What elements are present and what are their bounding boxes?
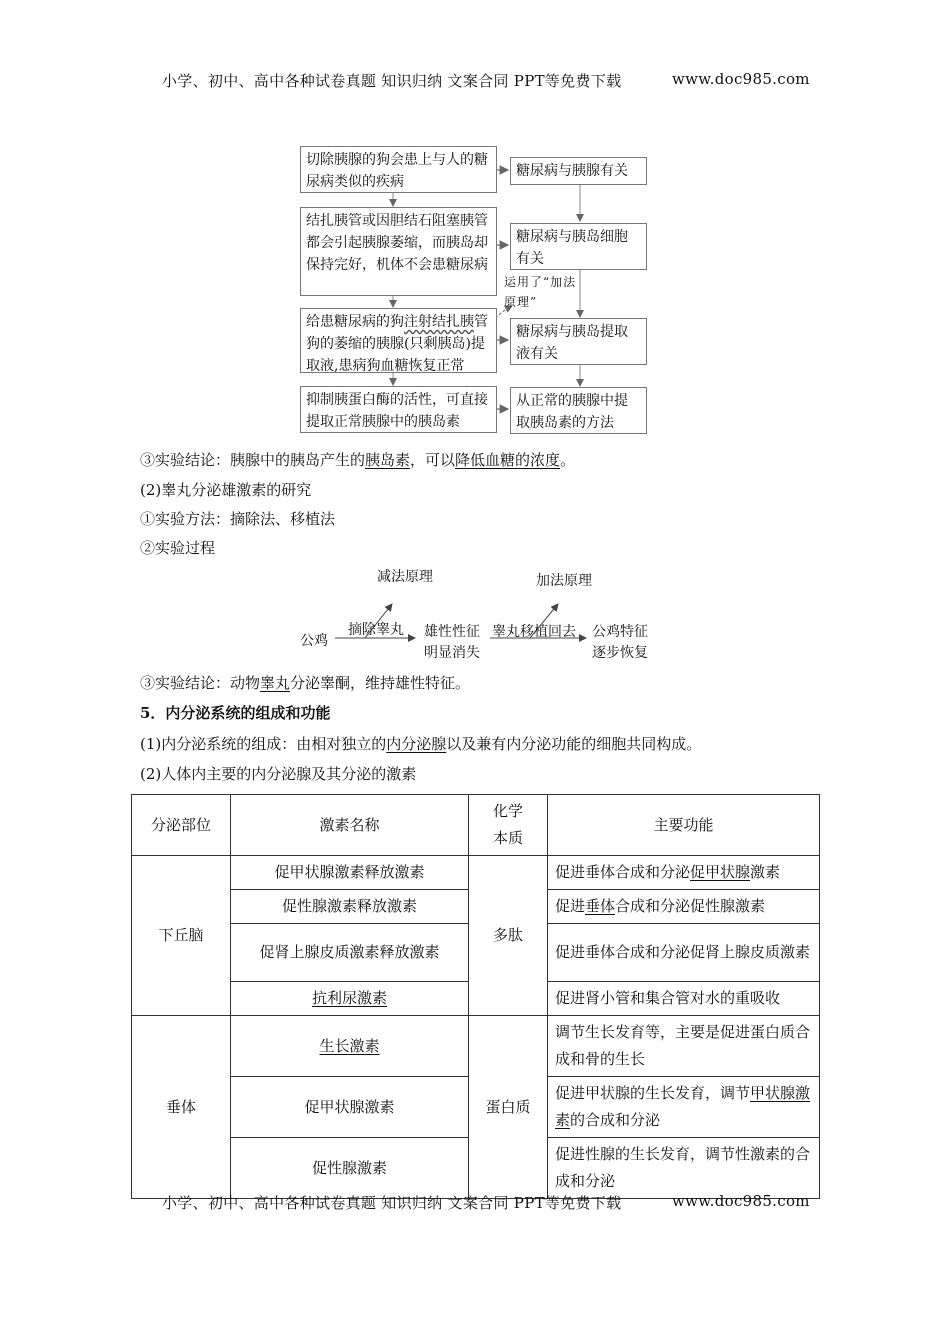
- flow-left-box-4: 抑制胰蛋白酶的活性，可直接提取正常胰腺中的胰岛素: [300, 386, 497, 433]
- header-name: 激素名称: [231, 795, 469, 856]
- func-underlined: 促甲状腺: [690, 863, 751, 881]
- hormone-name-underlined: 生长激素: [319, 1036, 380, 1055]
- recover-line-1: 公鸡特征: [592, 624, 648, 640]
- trait-lost-line-1: 雄性性征: [424, 624, 480, 640]
- conclusion-2-post: 分泌睾酮，维持雄性特征。: [290, 674, 471, 692]
- section-2-title: (2)睾丸分泌雄激素的研究: [140, 481, 312, 499]
- nature-protein: 蛋白质: [469, 1016, 548, 1199]
- composition-u: 内分泌腺: [386, 735, 447, 753]
- header-site: 分泌部位: [132, 795, 231, 856]
- flow-right-box-1: 糖尿病与胰腺有关: [510, 157, 647, 185]
- add-principle-label: 加法原理: [536, 573, 592, 589]
- flow-right-box-3: 糖尿病与胰岛提取液有关: [510, 318, 647, 365]
- func-post: 激素: [750, 863, 781, 881]
- hormone-func: 促进肾小管和集合管对水的重吸收: [548, 982, 820, 1016]
- flow-note: 运用了“加法原理”: [504, 275, 577, 309]
- flow-right-box-4: 从正常的胰腺中提取胰岛素的方法: [510, 387, 647, 434]
- remove-testis-label: 摘除睾丸: [348, 622, 404, 638]
- hormone-name: [231, 982, 469, 1016]
- func-underlined: 垂体: [585, 897, 616, 915]
- site-pituitary: 垂体: [132, 1016, 231, 1199]
- hormone-name: 促性腺激素: [231, 1138, 469, 1199]
- flow-right-box-2: 糖尿病与胰岛细胞有关: [510, 223, 647, 270]
- flow-left-3-pre: 给患糖尿病的狗: [306, 314, 404, 330]
- func-underlined: 甲状腺激素: [555, 1084, 811, 1129]
- flow-left-box-2: 结扎胰管或因胆结石阻塞胰管都会引起胰腺萎缩，而胰岛却保持完好，机体不会患糖尿病: [300, 207, 497, 296]
- hormone-func: [548, 856, 820, 890]
- composition-line: [140, 734, 701, 754]
- func-post: 的合成和分泌: [570, 1111, 661, 1129]
- composition-pre: (1)内分泌系统的组成：由相对独立的: [140, 735, 387, 753]
- hormone-func: 促进性腺的生长发育，调节性激素的合成和分泌: [548, 1138, 820, 1199]
- hormone-name: 促性腺激素释放激素: [231, 890, 469, 924]
- hormone-name: 促甲状腺激素: [231, 1077, 469, 1138]
- header-nature: [469, 795, 548, 856]
- func-pre: 促进: [555, 897, 586, 915]
- nature-polypeptide: 多肽: [469, 856, 548, 1016]
- table-header-row: [132, 795, 820, 856]
- conclusion-1-pre: ③实验结论：胰腺中的胰岛产生的: [140, 451, 366, 469]
- flow-left-box-1: 切除胰腺的狗会患上与人的糖尿病类似的疾病: [300, 146, 497, 193]
- footer-url[interactable]: www.doc985.com: [672, 1192, 810, 1210]
- rooster-label: 公鸡: [300, 633, 328, 649]
- conclusion-2-pre: ③实验结论：动物: [140, 674, 261, 692]
- hormone-name-underlined: 抗利尿激素: [311, 989, 387, 1007]
- hormone-name: 促肾上腺皮质激素释放激素: [231, 924, 469, 982]
- func-pre: 促进垂体合成和分泌: [555, 863, 691, 881]
- conclusion-1: [140, 450, 575, 470]
- table-row: [132, 856, 820, 890]
- hormone-func: [548, 1077, 820, 1138]
- func-post: 合成和分泌促性腺激素: [615, 897, 766, 915]
- conclusion-1-mid: ，可以: [410, 451, 456, 469]
- composition-post: 以及兼有内分泌功能的细胞共同构成。: [446, 735, 702, 753]
- flow-left-box-3: [300, 308, 497, 373]
- func-pre: 促进甲状腺的生长发育，调节: [555, 1084, 751, 1102]
- header-url[interactable]: www.doc985.com: [672, 70, 810, 88]
- conclusion-2-u: 睾丸: [260, 674, 291, 692]
- hormone-func: [548, 890, 820, 924]
- flow-left-3-wavy: 注射结扎胰: [404, 314, 474, 330]
- process-title: ②实验过程: [140, 539, 216, 557]
- transplant-back-label: 睾丸移植回去: [492, 624, 576, 640]
- hormone-name: 促甲状腺激素释放激素: [231, 856, 469, 890]
- conclusion-1-u1: 胰岛素: [365, 451, 411, 469]
- footer-text: 小学、初中、高中各种试卷真题 知识归纳 文案合同 PPT等免费下载: [162, 1194, 622, 1212]
- method-line: ①实验方法：摘除法、移植法: [140, 510, 336, 528]
- subtract-principle-label: 减法原理: [377, 569, 433, 585]
- hormone-name: [231, 1016, 469, 1077]
- conclusion-1-post: 。: [560, 451, 576, 469]
- header-func: 主要功能: [548, 795, 820, 856]
- hormone-func: 调节生长发育等，主要是促进蛋白质合成和骨的生长: [548, 1016, 820, 1077]
- flow-left-3-post: 管狗的萎缩的胰腺(只剩胰岛)提取液,患病狗血糖恢复正常: [306, 314, 488, 374]
- table-title: (2)人体内主要的内分泌腺及其分泌的激素: [140, 765, 417, 783]
- hormone-func: 促进垂体合成和分泌促肾上腺皮质激素: [548, 924, 820, 982]
- section-5-title: 5．内分泌系统的组成和功能: [140, 704, 331, 722]
- header-nature-1: 化学: [492, 802, 523, 820]
- table-row: [132, 1016, 820, 1077]
- recover-line-2: 逐步恢复: [592, 645, 648, 661]
- conclusion-2: [140, 673, 470, 693]
- header-text: 小学、初中、高中各种试卷真题 知识归纳 文案合同 PPT等免费下载: [162, 72, 622, 90]
- site-hypothalamus: 下丘脑: [132, 856, 231, 1016]
- conclusion-1-u2: 降低血糖的浓度: [455, 451, 561, 469]
- trait-lost-line-2: 明显消失: [424, 645, 480, 661]
- header-nature-2: 本质: [492, 829, 523, 847]
- hormone-table: [131, 794, 820, 1199]
